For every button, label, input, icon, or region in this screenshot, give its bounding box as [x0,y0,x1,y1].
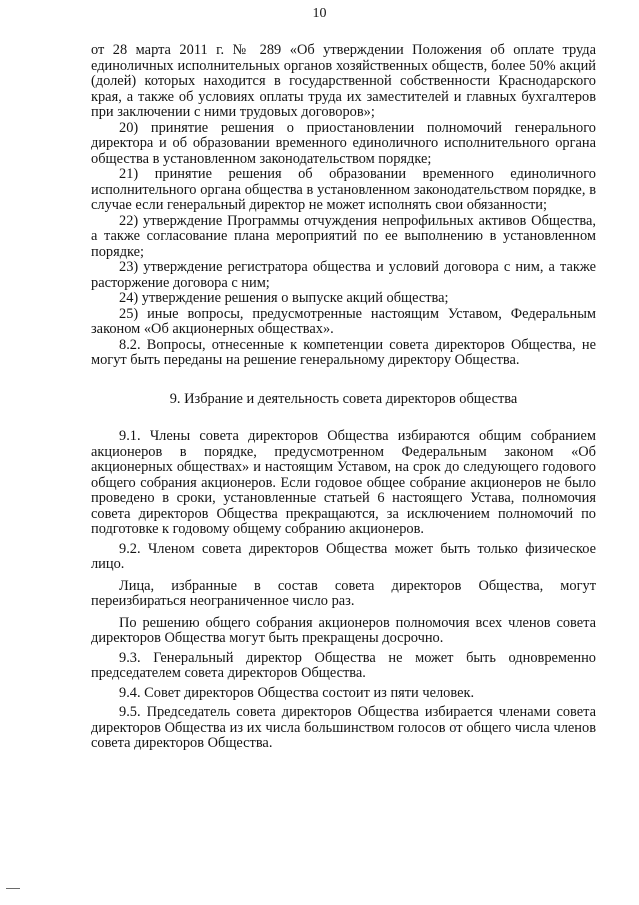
list-item-22: 22) утверждение Программы отчуждения непрофильных активов Общества, а также согласование плана мероприятий по ее выполнению в установленном порядке; [91,212,596,260]
clause-9-1: 9.1. Члены совета директоров Общества избираются общим собранием акционеров в порядке, предусмотренном Федеральным законом «Об акционерных обществах» и настоящим Уставом, на срок до следующего годового общего собрания акционеров. Если годовое общее собрание акционеров не было проведено в сроки, установленные статьей 6 настоящего Устава, полномочия совета директоров Общества прекращаются, за исключением полномочий по подготовке к годовому общему собранию акционеров. [91,428,596,537]
clause-9-4: 9.4. Совет директоров Общества состоит из пяти человек. [119,684,475,701]
clause-9-3: 9.3. Генеральный директор Общества не может быть одновременно председателем совета директоров Общества. [91,649,596,681]
list-item-20: 20) принятие решения о приостановлении полномочий генерального директора и об образовании временного единоличного исполнительного органа общества в установленном законодательством порядке; [91,119,596,167]
clause-9-2-early-termination: По решению общего собрания акционеров полномочия всех членов совета директоров Общества могут быть прекращены досрочно. [91,614,596,646]
clause-9-2: 9.2. Членом совета директоров Общества может быть только физическое лицо. [91,540,596,572]
list-item-24: 24) утверждение решения о выпуске акций общества; [119,290,449,306]
paragraph-continuation: от 28 марта 2011 г. № 289 «Об утверждении Положения об оплате труда единоличных исполнительных органов хозяйственных обществ, более 50% акций (долей) которых находится в государственной собственности Краснодарского края, а также об условиях оплаты труда их заместителей и главных бухгалтеров при заключении с ними трудовых договоров»; [91,42,596,120]
list-item-23: 23) утверждение регистратора общества и условий договора с ним, а также расторжение договора с ним; [91,259,596,291]
document-body [91,43,596,752]
clause-8-2: 8.2. Вопросы, отнесенные к компетенции совета директоров Общества, не могут быть переданы на решение генеральному директору Общества. [91,336,596,368]
section-heading: 9. Избрание и деятельность совета директоров общества [169,390,518,407]
clause-9-5: 9.5. Председатель совета директоров Общества избирается членами совета директоров Общества из их числа большинством голосов от общего числа членов совета директоров Общества. [91,704,596,751]
clause-9-2-reelection: Лица, избранные в состав совета директоров Общества, могут переизбираться неограниченное число раз. [91,577,596,609]
page-number: 10 [312,6,327,21]
list-item-21: 21) принятие решения об образовании временного единоличного исполнительного органа общества в установленном законодательством порядке, в случае если генеральный директор не может исполнять свои обязанности; [91,166,596,213]
scan-mark [6,888,20,889]
list-item-25: 25) иные вопросы, предусмотренные настоящим Уставом, Федеральным законом «Об акционерных обществах». [91,305,596,337]
